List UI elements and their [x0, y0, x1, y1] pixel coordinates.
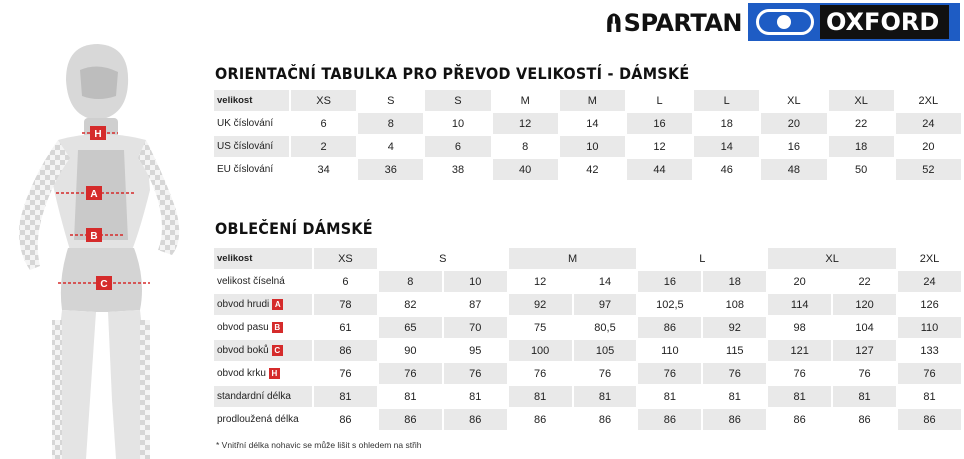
row-label: EU číslování: [214, 159, 289, 180]
table-cell: 76: [638, 363, 701, 384]
table-row: [214, 294, 961, 315]
table-row: [214, 271, 961, 292]
table-cell: 127: [833, 340, 896, 361]
table-cell: 81: [314, 386, 377, 407]
footnote: * Vnitřní délka nohavic se může lišit s ohledem na střih: [216, 440, 422, 450]
table-row: [214, 363, 961, 384]
table-cell: 8: [493, 136, 558, 157]
table-cell: 14: [694, 136, 759, 157]
table-cell: M: [560, 90, 625, 111]
table-cell: 104: [833, 317, 896, 338]
header-label: velikost: [214, 248, 312, 269]
table-cell: 10: [444, 271, 507, 292]
row-label-text: obvod krku: [217, 368, 266, 380]
table-header-row: [214, 248, 961, 269]
table-cell: 81: [898, 386, 961, 407]
table-cell: 133: [898, 340, 961, 361]
size-group-header: L: [638, 248, 766, 269]
table-cell: 98: [768, 317, 831, 338]
table-cell: 86: [638, 409, 701, 430]
table-cell: 52: [896, 159, 961, 180]
row-label: [214, 317, 312, 338]
table-cell: 10: [425, 113, 490, 134]
table-cell: 86: [509, 409, 572, 430]
table-cell: 18: [694, 113, 759, 134]
table-cell: 92: [703, 317, 766, 338]
table-row: [214, 159, 961, 180]
table-cell: 86: [444, 409, 507, 430]
spartan-logo-text: SPARTAN: [623, 9, 742, 37]
womens-clothing-table-title: OBLEČENÍ DÁMSKÉ: [215, 219, 373, 238]
table-cell: 20: [761, 113, 826, 134]
table-cell: S: [425, 90, 490, 111]
row-label: [214, 294, 312, 315]
row-label: [214, 386, 312, 407]
table-cell: 40: [493, 159, 558, 180]
table-cell: 14: [574, 271, 637, 292]
rider-figure-illustration: [0, 40, 210, 459]
table-row: [214, 409, 961, 430]
size-group-header: S: [379, 248, 507, 269]
oxford-emblem-icon: [756, 9, 814, 35]
table-cell: XL: [829, 90, 894, 111]
table-cell: 42: [560, 159, 625, 180]
table-cell: 86: [574, 409, 637, 430]
table-cell: L: [627, 90, 692, 111]
table-cell: 50: [829, 159, 894, 180]
table-cell: 86: [833, 409, 896, 430]
table-cell: 76: [379, 363, 442, 384]
row-label: [214, 271, 312, 292]
table-cell: 34: [291, 159, 356, 180]
marker-h-label: H: [94, 129, 102, 140]
table-cell: 76: [314, 363, 377, 384]
row-label: UK číslování: [214, 113, 289, 134]
measurement-marker-badge: B: [272, 322, 283, 333]
table-cell: 46: [694, 159, 759, 180]
table-cell: 86: [314, 340, 377, 361]
row-label: velikost: [214, 90, 289, 111]
table-cell: 16: [638, 271, 701, 292]
table-cell: 36: [358, 159, 423, 180]
table-cell: 100: [509, 340, 572, 361]
table-cell: 16: [627, 113, 692, 134]
table-cell: 121: [768, 340, 831, 361]
size-group-header: XL: [768, 248, 896, 269]
row-label-text: velikost číselná: [217, 276, 285, 287]
table-cell: 48: [761, 159, 826, 180]
marker-a-label: A: [90, 189, 98, 200]
table-cell: 80,5: [574, 317, 637, 338]
table-cell: 97: [574, 294, 637, 315]
table-cell: 86: [768, 409, 831, 430]
spartan-logo: [606, 4, 742, 42]
womens-clothing-size-table: [212, 246, 963, 432]
table-cell: 38: [425, 159, 490, 180]
row-label-text: obvod boků: [217, 345, 269, 357]
table-cell: 44: [627, 159, 692, 180]
table-row: [214, 90, 961, 111]
size-group-header: XS: [314, 248, 377, 269]
measurement-marker-badge: C: [272, 345, 283, 356]
table-cell: 90: [379, 340, 442, 361]
table-cell: 86: [638, 317, 701, 338]
size-group-header: 2XL: [898, 248, 961, 269]
table-cell: 76: [509, 363, 572, 384]
table-cell: 81: [638, 386, 701, 407]
table-cell: 20: [768, 271, 831, 292]
table-cell: 20: [896, 136, 961, 157]
table-cell: 6: [425, 136, 490, 157]
table-cell: 82: [379, 294, 442, 315]
marker-b-label: B: [90, 231, 98, 242]
table-cell: 12: [493, 113, 558, 134]
table-cell: 24: [896, 113, 961, 134]
table-cell: 81: [379, 386, 442, 407]
table-cell: 76: [833, 363, 896, 384]
table-cell: 12: [509, 271, 572, 292]
size-group-header: M: [509, 248, 637, 269]
table-cell: 10: [560, 136, 625, 157]
table-cell: 81: [703, 386, 766, 407]
table-cell: 22: [829, 113, 894, 134]
table-cell: 95: [444, 340, 507, 361]
table-cell: 81: [574, 386, 637, 407]
row-label: [214, 363, 312, 384]
table-cell: 6: [314, 271, 377, 292]
table-cell: 86: [703, 409, 766, 430]
table-row: [214, 386, 961, 407]
table-cell: 8: [358, 113, 423, 134]
table-cell: XL: [761, 90, 826, 111]
table-cell: 24: [898, 271, 961, 292]
table-cell: 16: [761, 136, 826, 157]
table-cell: 14: [560, 113, 625, 134]
table-cell: M: [493, 90, 558, 111]
row-label-text: standardní délka: [217, 391, 291, 402]
table-cell: 76: [898, 363, 961, 384]
table-cell: 86: [379, 409, 442, 430]
table-cell: 110: [638, 340, 701, 361]
table-cell: 76: [574, 363, 637, 384]
size-conversion-table: [212, 88, 963, 182]
table-cell: 75: [509, 317, 572, 338]
table-cell: 22: [833, 271, 896, 292]
measurement-marker-badge: A: [272, 299, 283, 310]
table-cell: 18: [829, 136, 894, 157]
table-cell: 8: [379, 271, 442, 292]
table-cell: 6: [291, 113, 356, 134]
oxford-logo-text: OXFORD: [820, 5, 949, 39]
table-cell: 2: [291, 136, 356, 157]
table-row: [214, 113, 961, 134]
table-cell: 110: [898, 317, 961, 338]
table-cell: XS: [291, 90, 356, 111]
table-cell: 81: [768, 386, 831, 407]
table-cell: 102,5: [638, 294, 701, 315]
row-label: [214, 409, 312, 430]
table-cell: L: [694, 90, 759, 111]
row-label-text: obvod pasu: [217, 322, 269, 334]
table-cell: 81: [833, 386, 896, 407]
table-cell: S: [358, 90, 423, 111]
spartan-helmet-icon: [606, 6, 622, 40]
table-cell: 2XL: [896, 90, 961, 111]
oxford-logo: [748, 3, 960, 41]
table-cell: 115: [703, 340, 766, 361]
table-cell: 86: [898, 409, 961, 430]
table-cell: 70: [444, 317, 507, 338]
table-cell: 81: [509, 386, 572, 407]
table-cell: 92: [509, 294, 572, 315]
row-label-text: obvod hrudi: [217, 299, 270, 311]
row-label-text: prodloužená délka: [217, 414, 299, 425]
table-cell: 87: [444, 294, 507, 315]
table-cell: 105: [574, 340, 637, 361]
row-label: [214, 340, 312, 361]
table-cell: 78: [314, 294, 377, 315]
table-row: [214, 340, 961, 361]
table-row: [214, 136, 961, 157]
table-cell: 12: [627, 136, 692, 157]
measurement-marker-badge: H: [269, 368, 280, 379]
table-cell: 4: [358, 136, 423, 157]
table-cell: 126: [898, 294, 961, 315]
marker-c-label: C: [100, 279, 108, 290]
table-cell: 120: [833, 294, 896, 315]
table-row: [214, 317, 961, 338]
table-cell: 81: [444, 386, 507, 407]
table-cell: 114: [768, 294, 831, 315]
table-cell: 86: [314, 409, 377, 430]
table-cell: 76: [444, 363, 507, 384]
table-cell: 108: [703, 294, 766, 315]
conversion-table-title: ORIENTAČNÍ TABULKA PRO PŘEVOD VELIKOSTÍ - DÁMSKÉ: [215, 64, 690, 83]
table-cell: 76: [703, 363, 766, 384]
row-label: US číslování: [214, 136, 289, 157]
table-cell: 65: [379, 317, 442, 338]
table-cell: 18: [703, 271, 766, 292]
table-cell: 76: [768, 363, 831, 384]
table-cell: 61: [314, 317, 377, 338]
